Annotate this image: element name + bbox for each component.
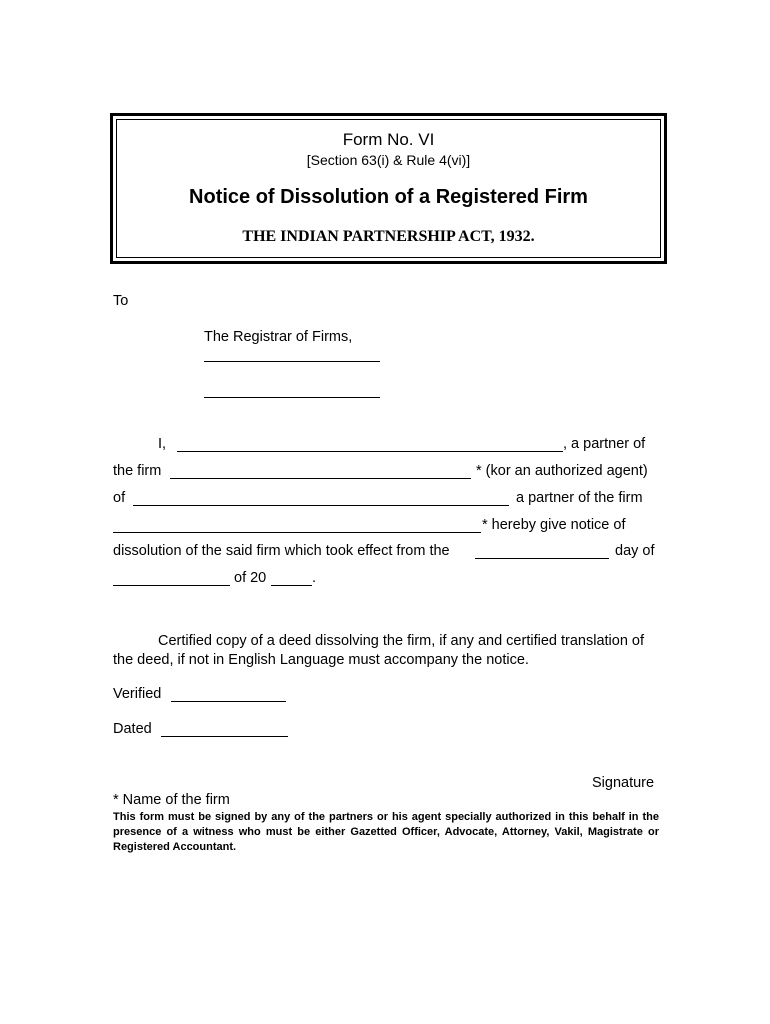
form-header-box [110, 113, 667, 264]
name-of-firm-note: * Name of the firm [113, 792, 230, 808]
of-20-label: of 20 [234, 570, 267, 586]
registrar-address-line-1[interactable] [204, 361, 380, 362]
section-reference: [Section 63(i) & Rule 4(vi)] [306, 152, 471, 168]
year-period: . [312, 570, 317, 586]
partner-of-firm-label: a partner of the firm [516, 490, 643, 506]
form-number: Form No. VI [342, 130, 435, 149]
firm-name-field[interactable] [170, 478, 471, 479]
signing-instructions-footnote: This form must be signed by any of the partners or his agent specially authorized in this behalf in the presence of a witness who must be either Gazetted Officer, Advocate, Attorney, Vakil, Magistrate or Registered Accountant. [113, 811, 659, 853]
firm-field-2[interactable] [113, 532, 481, 533]
act-title: THE INDIAN PARTNERSHIP ACT, 1932. [242, 228, 535, 245]
authorized-agent-label: * (kor an authorized agent) [476, 463, 648, 479]
partner-of-label: , a partner of [563, 436, 646, 452]
dissolution-label: dissolution of the said firm which took effect from the [113, 543, 450, 559]
dated-field[interactable] [161, 736, 288, 737]
dated-label: Dated [113, 721, 152, 737]
verified-field[interactable] [171, 701, 286, 702]
signature-label: Signature [592, 775, 655, 791]
the-firm-label: the firm [113, 463, 162, 479]
to-label: To [113, 293, 129, 309]
form-header-inner-border [116, 119, 661, 258]
effective-date-field[interactable] [475, 558, 609, 559]
give-notice-label: * hereby give notice of [482, 517, 626, 533]
verified-label: Verified [113, 686, 162, 702]
year-field[interactable] [271, 585, 312, 586]
of-label: of [113, 490, 126, 506]
registrar-label: The Registrar of Firms, [204, 329, 353, 345]
registrar-address-line-2[interactable] [204, 397, 380, 398]
agent-of-field[interactable] [133, 505, 509, 506]
day-of-label: day of [615, 543, 655, 559]
notice-title: Notice of Dissolution of a Registered Firm [189, 186, 588, 208]
i-label: I, [158, 436, 167, 452]
month-field[interactable] [113, 585, 230, 586]
partner-name-field[interactable] [177, 451, 563, 452]
certified-copy-note: Certified copy of a deed dissolving the firm, if any and certified translation of the deed, if not in English Language must accompany the notice. [113, 633, 645, 668]
